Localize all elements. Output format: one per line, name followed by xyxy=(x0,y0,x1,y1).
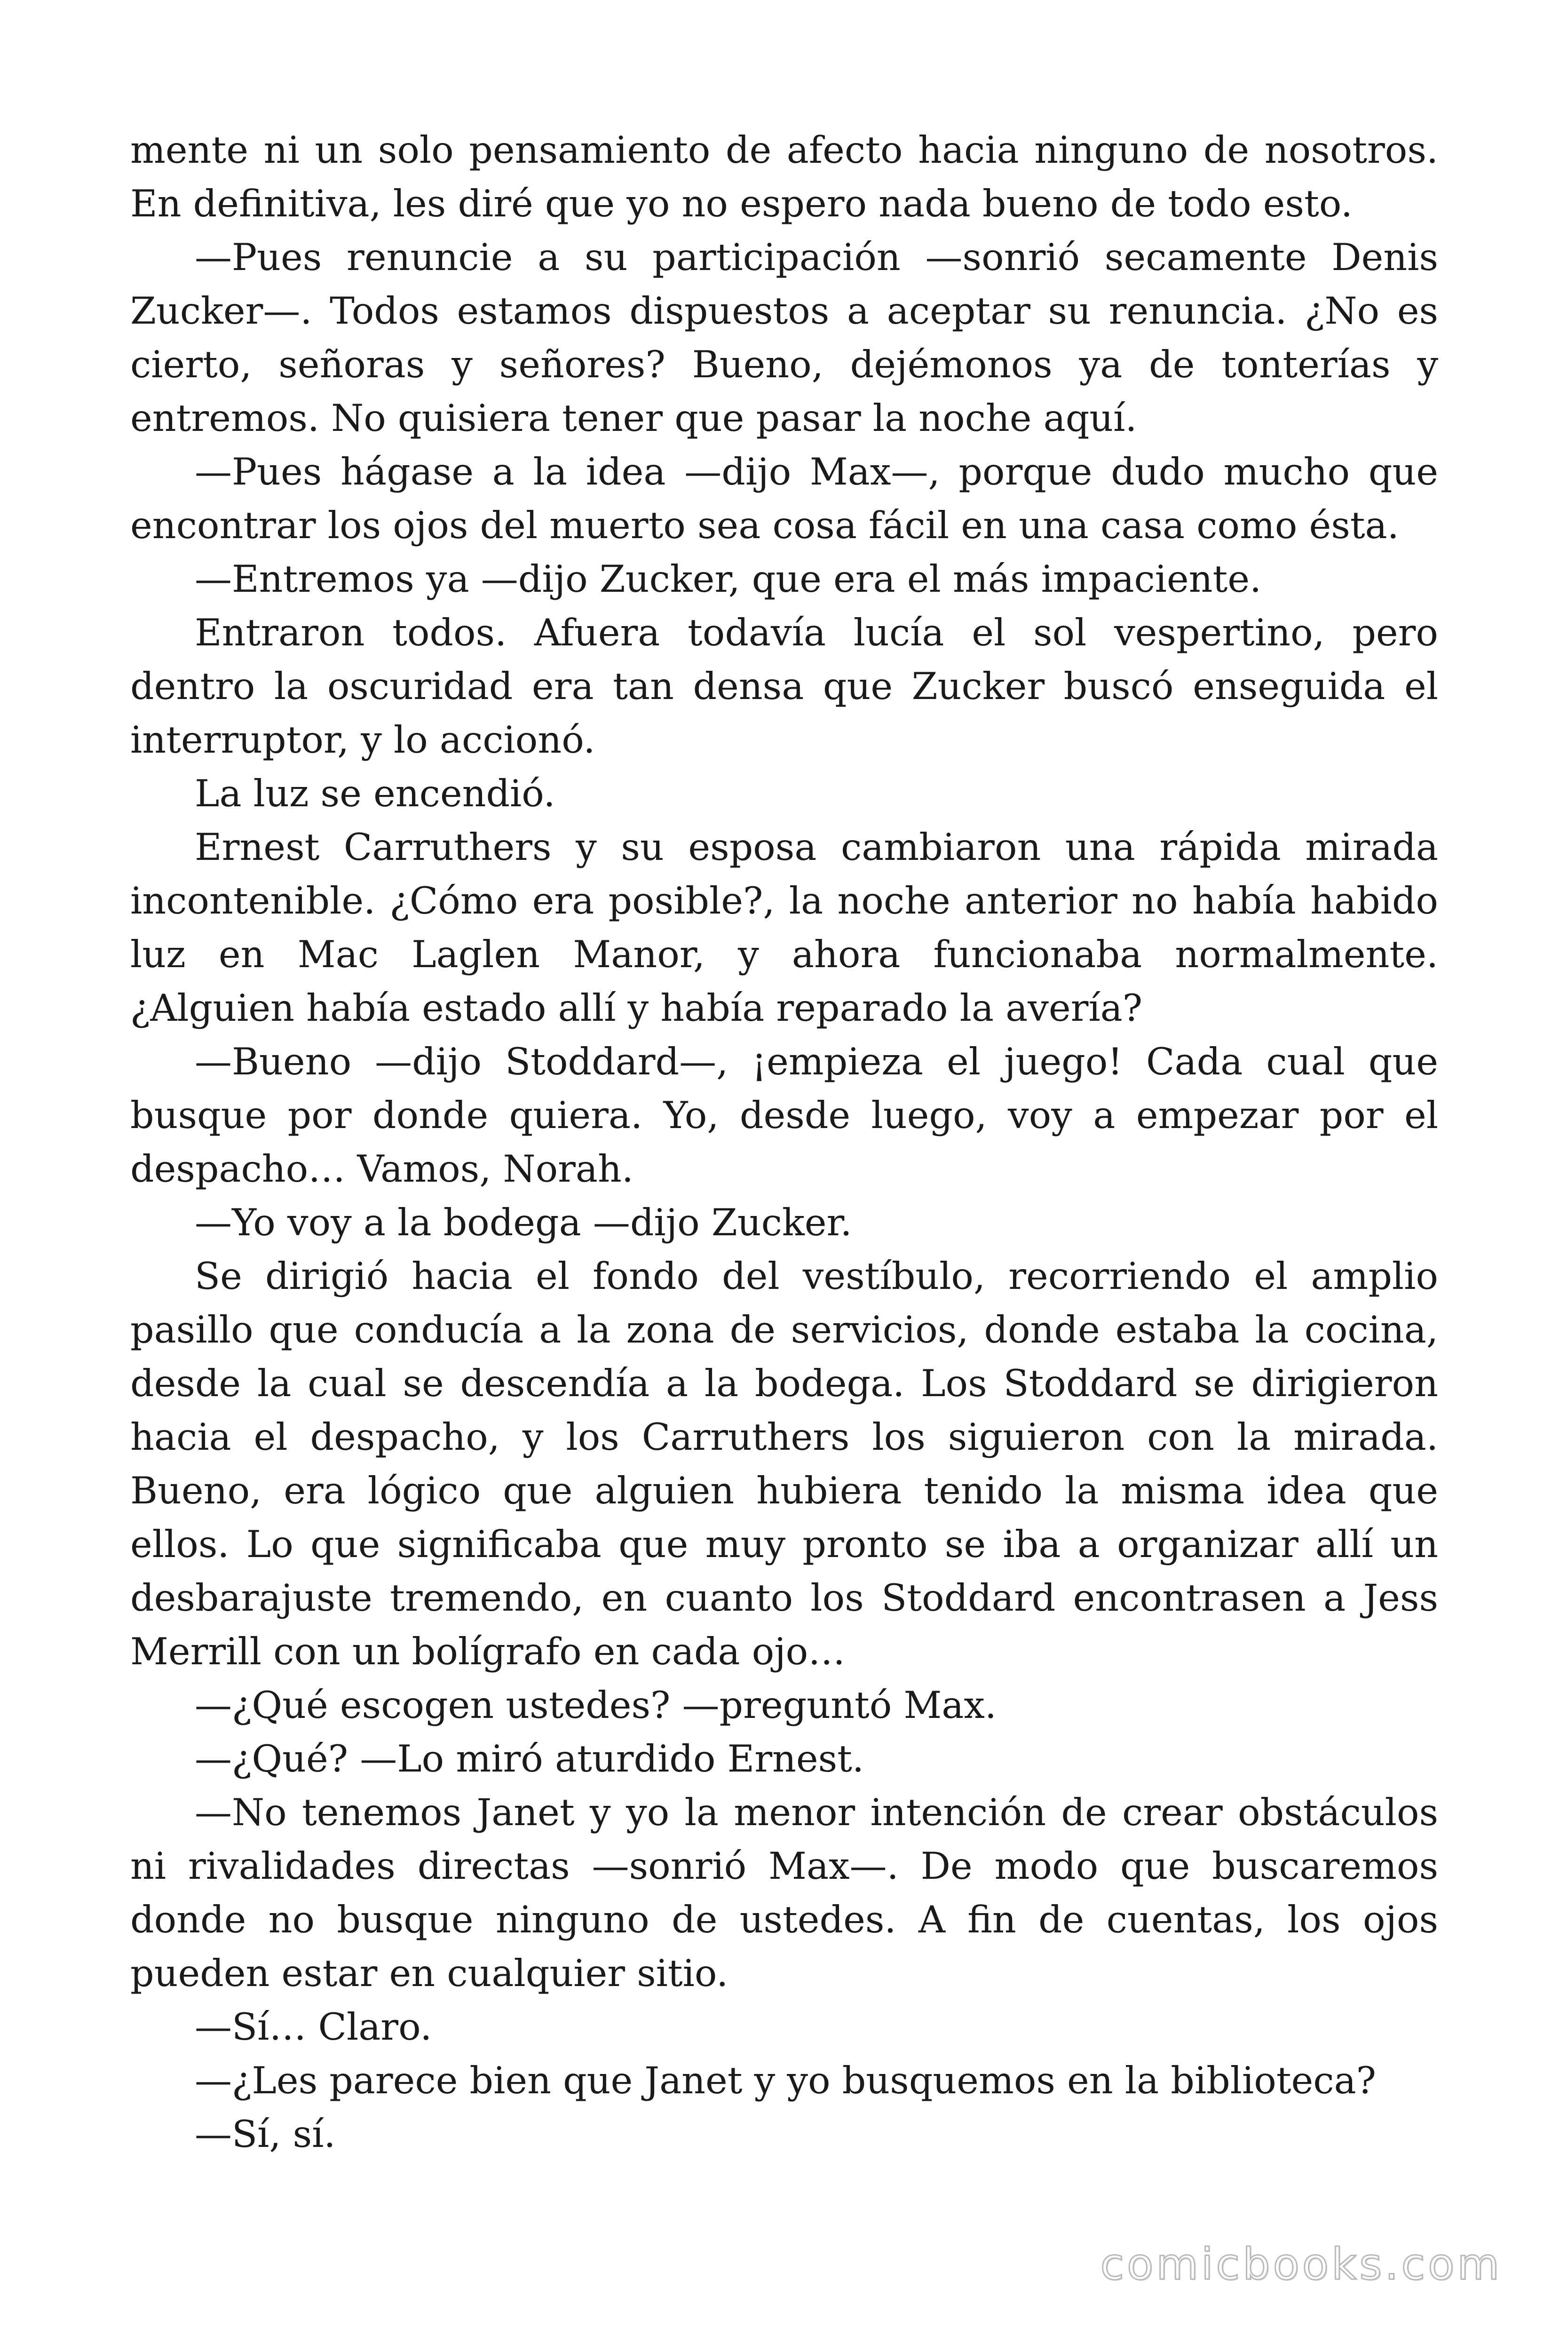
paragraph: Entraron todos. Afuera todavía lucía el sol vespertino, pero dentro la oscuridad era tan densa que Zucker buscó enseguida el interruptor, y lo accionó. xyxy=(130,611,1438,762)
paragraph: —¿Qué? —Lo miró aturdido Ernest. xyxy=(195,1737,864,1780)
paragraph: mente ni un solo pensamiento de afecto hacia ninguno de nosotros. En definitiva, les diré que yo no espero nada bueno de todo esto. xyxy=(130,128,1438,225)
paragraph: —Pues hágase a la idea —dijo Max—, porque dudo mucho que encontrar los ojos del muerto sea cosa fácil en una casa como ésta. xyxy=(130,450,1438,547)
paragraph: —Pues renuncie a su participación —sonrió secamente Denis Zucker—. Todos estamos dispuestos a aceptar su renuncia. ¿No es cierto, señoras y señores? Bueno, dejémonos ya de tonterías y entremos. No quisiera tener que pasar la noche aquí. xyxy=(130,236,1438,440)
page-body xyxy=(130,123,1438,2161)
paragraph: Se dirigió hacia el fondo del vestíbulo, recorriendo el amplio pasillo que conducía a la zona de servicios, donde estaba la cocina, desde la cual se descendía a la bodega. Los Stoddard se dirigieron hacia el despacho, y los Carruthers los siguieron con la mirada. Bueno, era lógico que alguien hubiera tenido la misma idea que ellos. Lo que significaba que muy pronto se iba a organizar allí un desbarajuste tremendo, en cuanto los Stoddard encontrasen a Jess Merrill con un bolígrafo en cada ojo… xyxy=(130,1255,1438,1673)
paragraph: —Sí, sí. xyxy=(195,2113,336,2156)
paragraph: —Sí… Claro. xyxy=(195,2005,432,2049)
paragraph: Ernest Carruthers y su esposa cambiaron una rápida mirada incontenible. ¿Cómo era posible?, la noche anterior no había habido luz en Mac Laglen Manor, y ahora funcionaba normalmente. ¿Alguien había estado allí y había reparado la avería? xyxy=(130,826,1438,1030)
watermark: comicbooks.com xyxy=(1100,2239,1502,2289)
paragraph: La luz se encendió. xyxy=(195,772,555,815)
paragraph: —Yo voy a la bodega —dijo Zucker. xyxy=(195,1201,852,1244)
paragraph: —No tenemos Janet y yo la menor intención de crear obstáculos ni rivalidades directas —sonrió Max—. De modo que buscaremos donde no busque ninguno de ustedes. A fin de cuentas, los ojos pueden estar en cualquier sitio. xyxy=(130,1791,1438,1995)
paragraph: —Entremos ya —dijo Zucker, que era el más impaciente. xyxy=(195,557,1262,601)
paragraph: —¿Qué escogen ustedes? —preguntó Max. xyxy=(195,1684,997,1727)
paragraph: —¿Les parece bien que Janet y yo busquemos en la biblioteca? xyxy=(195,2059,1376,2102)
paragraph: —Bueno —dijo Stoddard—, ¡empieza el juego! Cada cual que busque por donde quiera. Yo, desde luego, voy a empezar por el despacho… Vamos, Norah. xyxy=(130,1040,1438,1191)
